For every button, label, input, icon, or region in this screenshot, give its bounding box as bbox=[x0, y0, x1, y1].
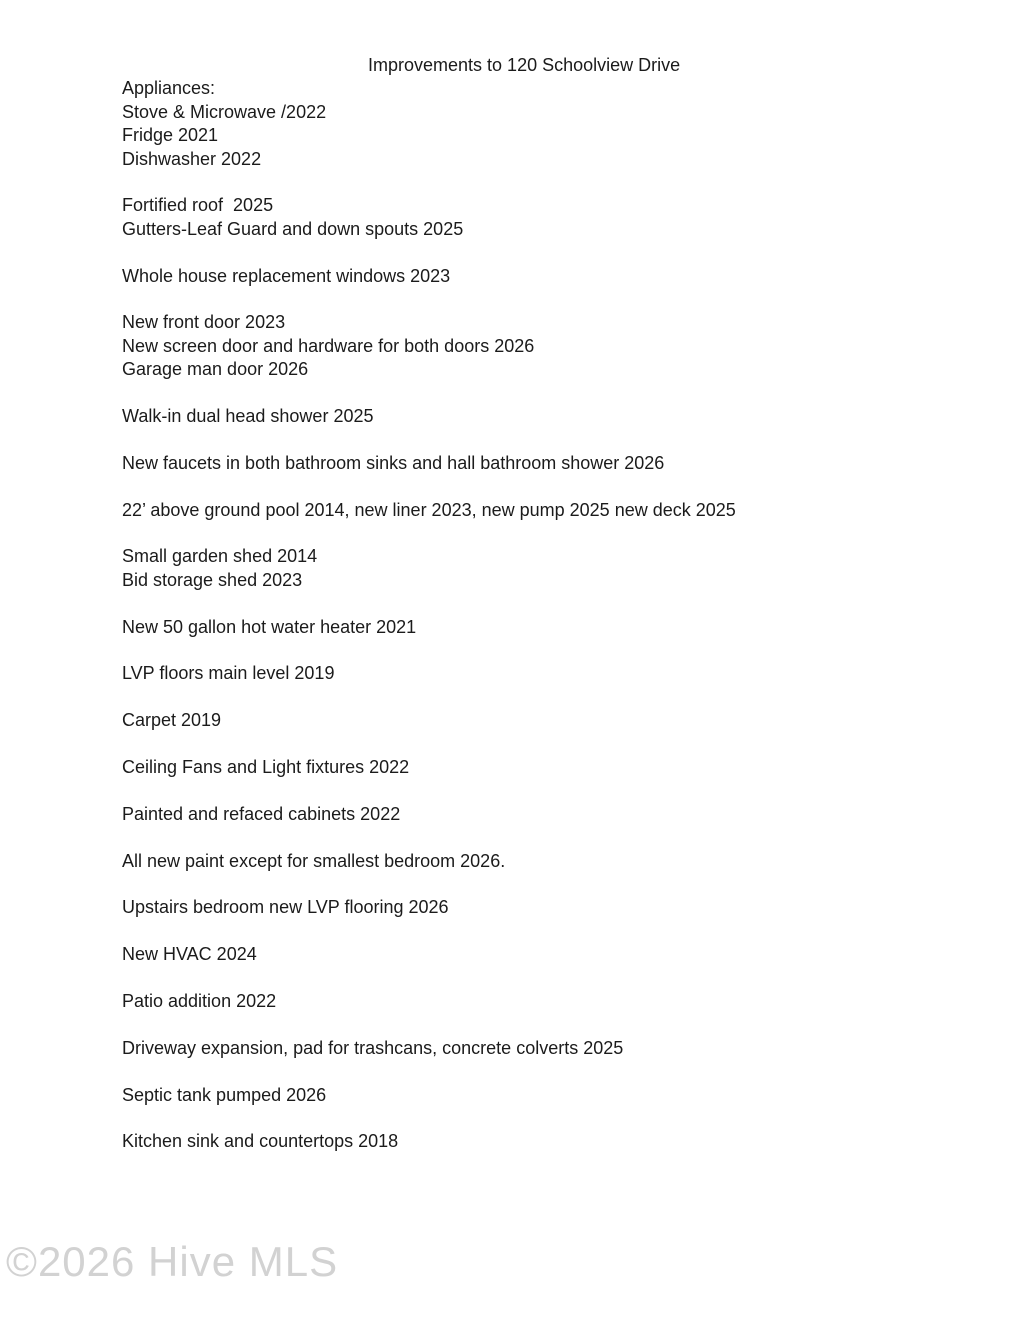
document-line: Small garden shed 2014 bbox=[122, 546, 318, 567]
watermark: ©2026 Hive MLS bbox=[6, 1238, 339, 1285]
document-line: Stove & Microwave /2022 bbox=[122, 101, 327, 122]
document-line: New 50 gallon hot water heater 2021 bbox=[122, 616, 417, 637]
document-line: Septic tank pumped 2026 bbox=[122, 1084, 327, 1105]
document-line: All new paint except for smallest bedroom 2026. bbox=[122, 850, 506, 871]
document-line bbox=[122, 592, 994, 615]
document-line bbox=[122, 779, 994, 802]
document-line: Ceiling Fans and Light fixtures 2022 bbox=[122, 757, 410, 778]
document-line bbox=[122, 522, 994, 545]
document-line: Gutters-Leaf Guard and down spouts 2025 bbox=[122, 218, 464, 239]
document-line: Walk-in dual head shower 2025 bbox=[122, 406, 374, 427]
page-title: Improvements to 120 Schoolview Drive bbox=[368, 55, 681, 75]
document-line bbox=[122, 171, 994, 194]
document-line: LVP floors main level 2019 bbox=[122, 663, 335, 684]
document-line: Garage man door 2026 bbox=[122, 359, 309, 380]
document-line: New front door 2023 bbox=[122, 312, 286, 333]
document-line: Driveway expansion, pad for trashcans, concrete colverts 2025 bbox=[122, 1037, 624, 1058]
document-content bbox=[122, 54, 994, 1154]
document-line bbox=[122, 967, 994, 990]
document-line: Fridge 2021 bbox=[122, 125, 219, 146]
document-line: New HVAC 2024 bbox=[122, 944, 257, 965]
document-lines bbox=[122, 77, 994, 1153]
document-line bbox=[122, 428, 994, 451]
document-line: New faucets in both bathroom sinks and hall bathroom shower 2026 bbox=[122, 452, 665, 473]
document-line: New screen door and hardware for both doors 2026 bbox=[122, 335, 535, 356]
document-line bbox=[122, 382, 994, 405]
document-line: Appliances: bbox=[122, 78, 216, 99]
document-line bbox=[122, 826, 994, 849]
document-line bbox=[122, 288, 994, 311]
document-line: Painted and refaced cabinets 2022 bbox=[122, 803, 401, 824]
document-line bbox=[122, 639, 994, 662]
document-line: Patio addition 2022 bbox=[122, 991, 277, 1011]
document-line bbox=[122, 1013, 994, 1036]
document-line bbox=[122, 241, 994, 264]
document-line: Dishwasher 2022 bbox=[122, 148, 262, 169]
document-line bbox=[122, 920, 994, 943]
document-line: Carpet 2019 bbox=[122, 710, 222, 731]
document-line: 22’ above ground pool 2014, new liner 2023, new pump 2025 new deck 2025 bbox=[122, 499, 736, 520]
document-line bbox=[122, 1060, 994, 1083]
document-line: Fortified roof 2025 bbox=[122, 195, 274, 216]
document-line: Whole house replacement windows 2023 bbox=[122, 265, 451, 286]
document-line bbox=[122, 475, 994, 498]
document-line bbox=[122, 733, 994, 756]
document-line bbox=[122, 873, 994, 896]
document-line: Upstairs bedroom new LVP flooring 2026 bbox=[122, 897, 449, 918]
document-line: Kitchen sink and countertops 2018 bbox=[122, 1131, 399, 1152]
document-line bbox=[122, 686, 994, 709]
document-line: Bid storage shed 2023 bbox=[122, 569, 303, 590]
document-line bbox=[122, 1107, 994, 1130]
